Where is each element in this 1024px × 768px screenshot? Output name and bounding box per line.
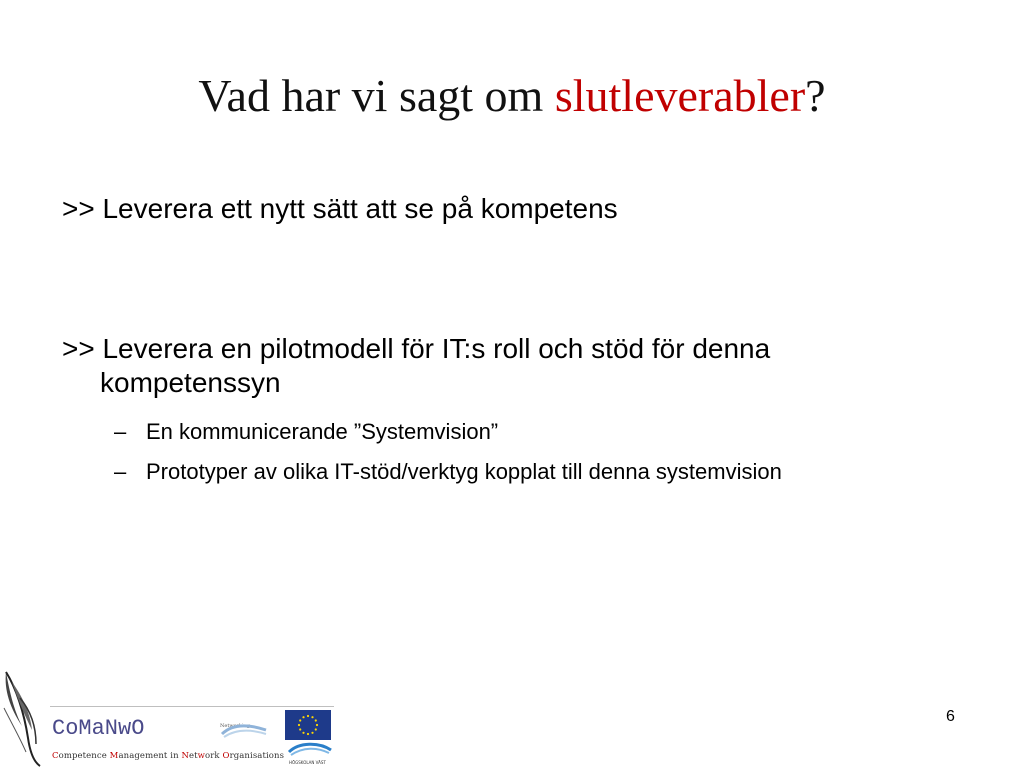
quill-logo-icon [0, 668, 50, 768]
bullet-text: Leverera ett nytt sätt att se på kompetens [102, 193, 618, 224]
hogskolan-vast-logo-icon [285, 742, 335, 766]
title-suffix: ? [805, 70, 826, 121]
sub-bullet-2 [114, 458, 782, 486]
sub-bullet-text: Prototyper av olika IT-stöd/verktyg kopplat till denna systemvision [146, 459, 782, 484]
page-number: 6 [946, 708, 955, 725]
eu-star [299, 719, 301, 721]
eu-star [311, 716, 313, 718]
eu-star [311, 732, 313, 734]
bullet-text-line2: kompetenssyn [100, 367, 281, 398]
eu-star [315, 719, 317, 721]
eu-star [315, 728, 317, 730]
bullet-marker: >> [62, 193, 95, 224]
sub-bullet-text: En kommunicerande ”Systemvision” [146, 419, 499, 444]
eu-star [302, 732, 304, 734]
footer-divider [50, 706, 334, 707]
sub-bullet-marker: – [114, 419, 127, 444]
eu-star [298, 724, 300, 726]
eu-star [307, 715, 309, 717]
bullet-marker: >> [62, 333, 95, 364]
svg-text:HÖGSKOLAN VÄST: HÖGSKOLAN VÄST [289, 760, 326, 765]
eu-star [302, 716, 304, 718]
eu-star [307, 733, 309, 735]
sub-bullet-marker: – [114, 459, 127, 484]
eu-star [316, 724, 318, 726]
title-text: Vad har vi sagt om [198, 70, 555, 121]
title-accent-text: slutleverabler [554, 70, 806, 121]
eu-flag-icon [285, 710, 331, 740]
brand-tagline: Competence Management in Network Organisations [52, 751, 285, 761]
network-logo-icon [218, 718, 268, 740]
eu-star [299, 728, 301, 730]
bullet-2 [62, 332, 770, 400]
slide-title [0, 66, 1024, 126]
brand-name: CoMaNwO [52, 716, 145, 741]
svg-text:Networking: Networking [220, 723, 251, 729]
bullet-text-line1: Leverera en pilotmodell för IT:s roll och stöd för denna [102, 333, 771, 364]
sub-bullet-1 [114, 418, 498, 446]
bullet-1 [62, 192, 618, 226]
